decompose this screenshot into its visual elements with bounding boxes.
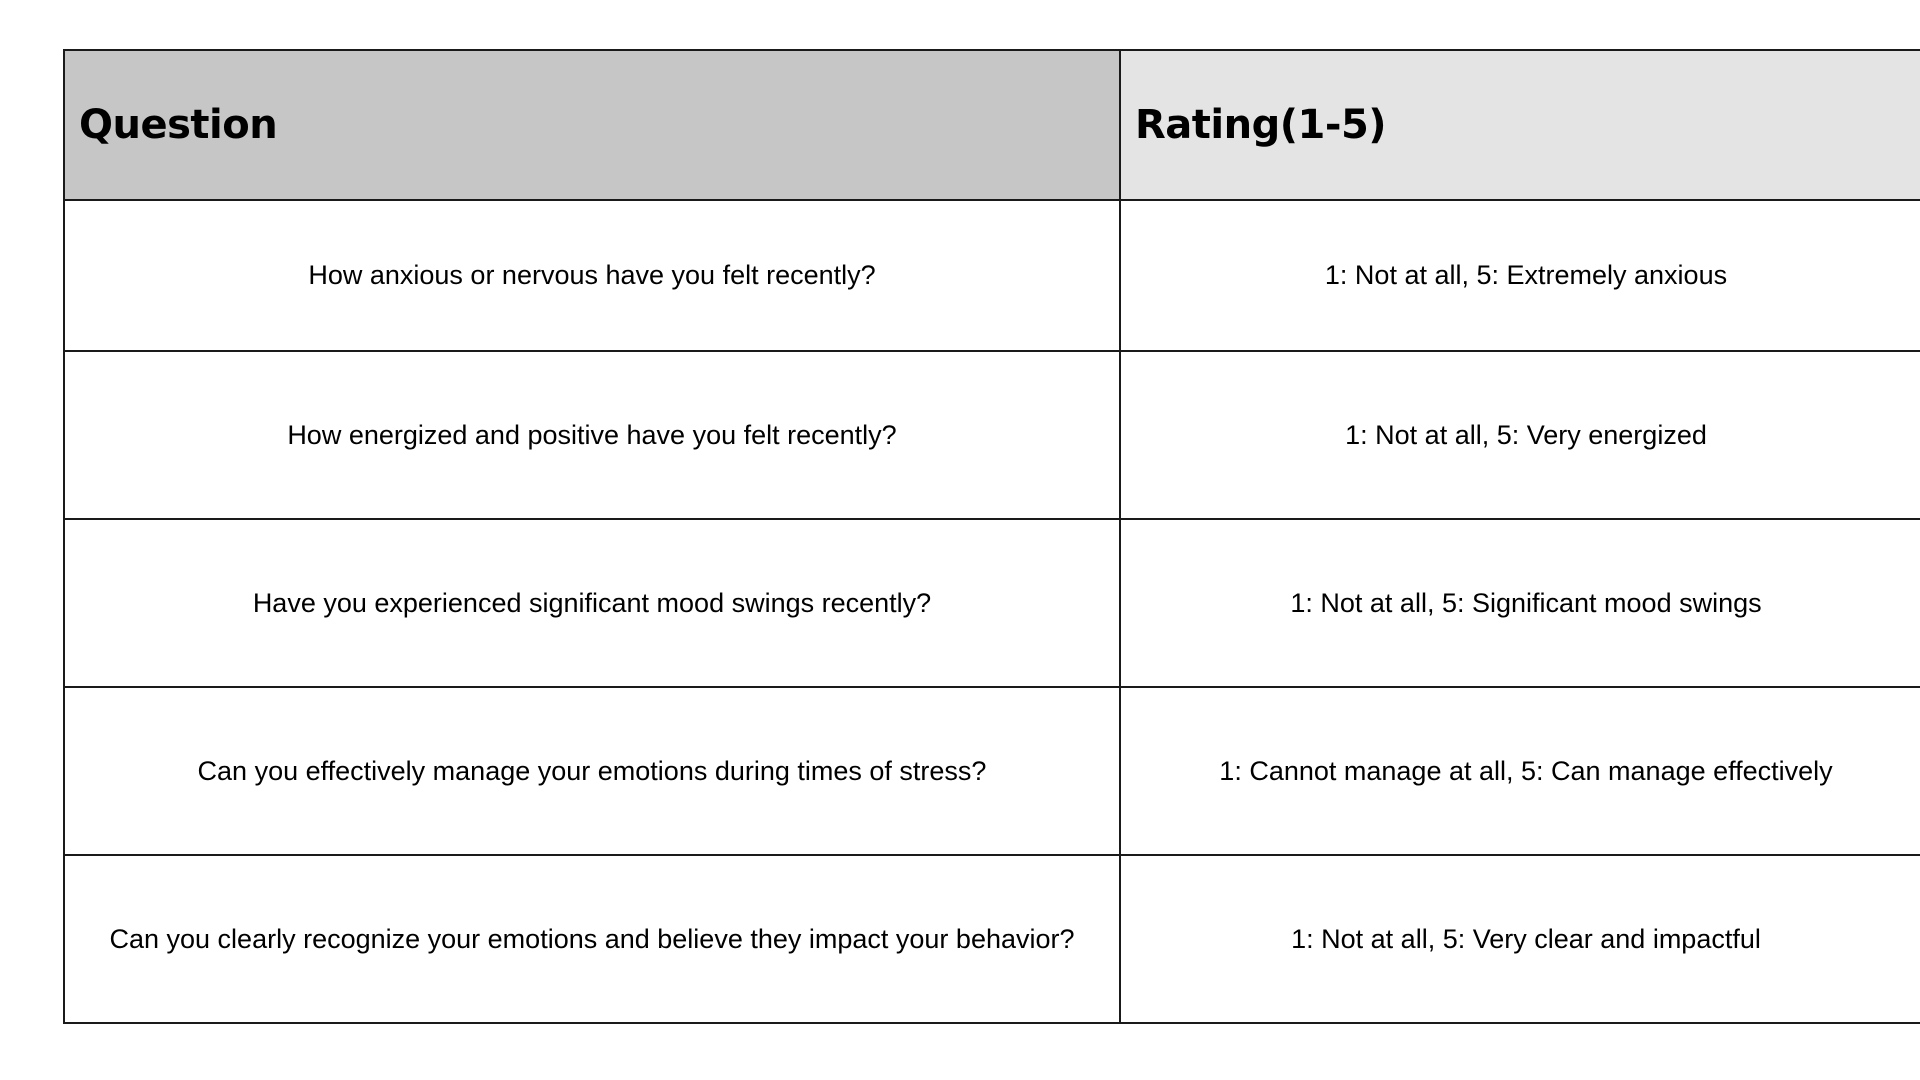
question-text: How energized and positive have you felt recently? bbox=[287, 419, 897, 450]
question-cell bbox=[64, 351, 1120, 519]
question-cell bbox=[64, 519, 1120, 687]
header-row bbox=[64, 50, 1920, 200]
rating-text: 1: Not at all, 5: Significant mood swings bbox=[1290, 587, 1762, 618]
table-row bbox=[64, 855, 1920, 1023]
table-row bbox=[64, 687, 1920, 855]
rating-cell bbox=[1120, 200, 1920, 351]
question-text: How anxious or nervous have you felt recently? bbox=[308, 260, 876, 290]
rating-text: 1: Not at all, 5: Very clear and impactful bbox=[1291, 923, 1761, 954]
header-question: Question bbox=[64, 50, 1120, 200]
question-cell bbox=[64, 200, 1120, 351]
question-text: Can you effectively manage your emotions during times of stress? bbox=[197, 755, 987, 786]
rating-text: 1: Not at all, 5: Extremely anxious bbox=[1324, 260, 1728, 290]
questionnaire-table bbox=[63, 49, 1920, 1024]
table-row bbox=[64, 519, 1920, 687]
question-text: Have you experienced significant mood swings recently? bbox=[252, 587, 932, 618]
question-cell bbox=[64, 855, 1120, 1023]
header-rating: Rating(1-5) bbox=[1120, 50, 1920, 200]
table-row bbox=[64, 200, 1920, 351]
table-body bbox=[64, 200, 1920, 1023]
rating-cell bbox=[1120, 855, 1920, 1023]
table-row bbox=[64, 351, 1920, 519]
rating-cell bbox=[1120, 351, 1920, 519]
rating-text: 1: Not at all, 5: Very energized bbox=[1345, 419, 1707, 450]
rating-text: 1: Cannot manage at all, 5: Can manage effectively bbox=[1219, 755, 1833, 786]
rating-cell bbox=[1120, 519, 1920, 687]
rating-cell bbox=[1120, 687, 1920, 855]
table-header bbox=[64, 50, 1920, 200]
question-text: Can you clearly recognize your emotions and believe they impact your behavior? bbox=[109, 923, 1075, 954]
question-cell bbox=[64, 687, 1120, 855]
